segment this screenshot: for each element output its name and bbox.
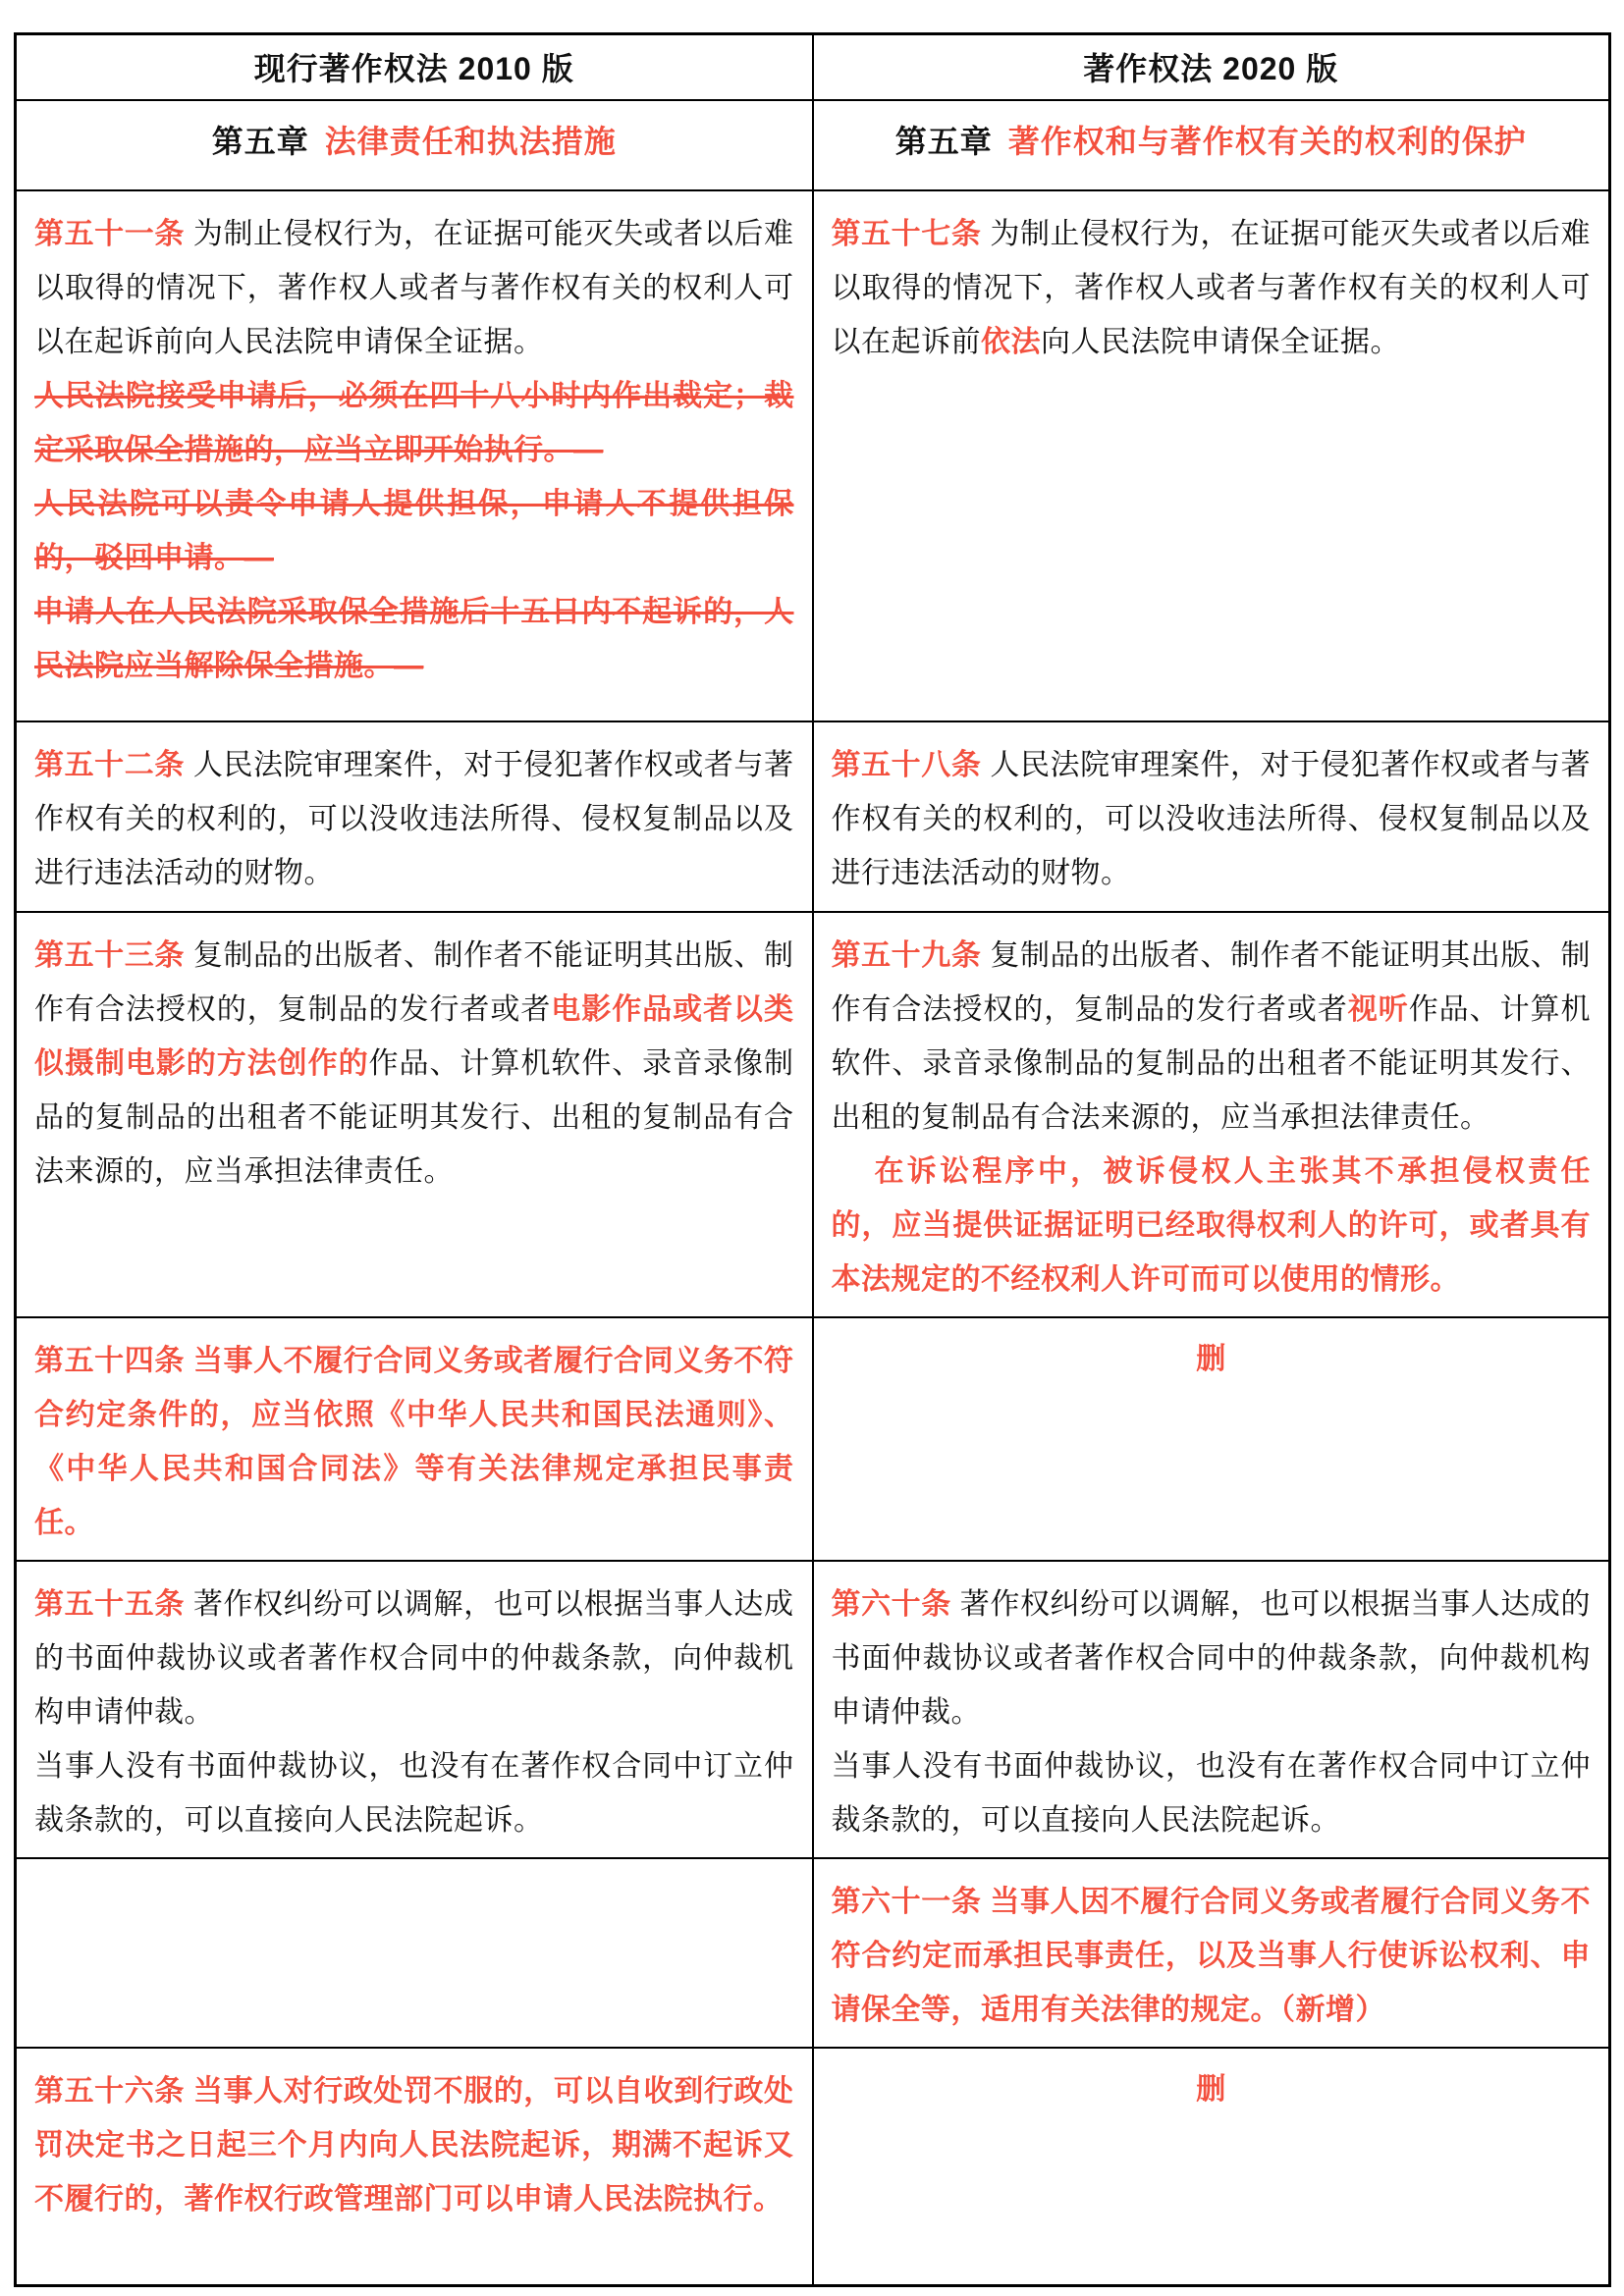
article-row-4 — [16, 1317, 1610, 1561]
deleted-marker: 删 — [1196, 2072, 1226, 2106]
changed-text: 第五十一条 — [34, 217, 185, 250]
comparison-body — [16, 190, 1610, 2286]
article-row-6 — [16, 1858, 1610, 2048]
changed-text: 依法 — [981, 325, 1041, 358]
article-cell-left — [16, 2048, 813, 2286]
changed-text: 第六十条 — [831, 1587, 951, 1621]
article-paragraph — [34, 1739, 794, 1847]
article-paragraph — [34, 1577, 794, 1739]
article-row-5 — [16, 1561, 1610, 1858]
article-cell-right — [813, 190, 1610, 721]
article-paragraph — [832, 1577, 1592, 1739]
article-text: 著作权纠纷可以调解，也可以根据当事人达成的书面仲裁协议或者著作权合同中的仲裁条款，向仲裁机构申请仲裁。 — [34, 1587, 794, 1729]
chapter-title: 著作权和与著作权有关的权利的保护 — [1007, 123, 1527, 159]
article-row-7 — [16, 2048, 1610, 2286]
article-cell-left — [16, 190, 813, 721]
article-cell-right — [813, 1561, 1610, 1858]
article-text: 作品、计算机软件、录音录像制品的复制品的出租者不能证明其发行、出租的复制品有合法来源的，应当承担法律责任。 — [831, 992, 1592, 1134]
chapter-row — [16, 100, 1610, 190]
article-paragraph — [832, 929, 1592, 1145]
article-cell-left — [16, 1561, 813, 1858]
changed-text: 第五十四条 当事人不履行合同义务或者履行合同义务不符合约定条件的，应当依照《中华人民共和国民法通则》、《中华人民共和国合同法》等有关法律规定承担民事责任。 — [34, 1344, 794, 1539]
article-cell-left — [16, 1858, 813, 2048]
changed-text: 视听 — [1347, 992, 1409, 1026]
changed-text: 在诉讼程序中，被诉侵权人主张其不承担侵权责任的，应当提供证据证明已经取得权利人的许可，或者具有本法规定的不经权利人许可而可以使用的情形。 — [831, 1154, 1591, 1296]
article-text: 当事人没有书面仲裁协议，也没有在著作权合同中订立仲裁条款的，可以直接向人民法院起诉。 — [831, 1749, 1591, 1837]
article-paragraph — [832, 207, 1592, 369]
article-paragraph — [34, 2064, 794, 2226]
article-text: 当事人没有书面仲裁协议，也没有在著作权合同中订立仲裁条款的，可以直接向人民法院起诉。 — [34, 1749, 794, 1837]
changed-text: 第五十九条 — [831, 938, 982, 972]
chapter-cell-left — [16, 100, 813, 190]
changed-text: 人民法院可以责令申请人提供担保，申请人不提供担保的，驳回申请。 — — [34, 488, 794, 574]
article-cell-left — [16, 912, 813, 1317]
changed-text: 第五十八条 — [831, 748, 982, 781]
changed-text: 人民法院接受申请后，必须在四十八小时内作出裁定；裁定采取保全措施的，应当立即开始执行。 — — [34, 380, 794, 466]
article-paragraph — [832, 1145, 1592, 1307]
article-text: 向人民法院申请保全证据。 — [1041, 325, 1400, 358]
changed-text: 第六十一条 当事人因不履行合同义务或者履行合同义务不符合约定而承担民事责任，以及当事人行使诉讼权利、申请保全等，适用有关法律的规定。（新增） — [831, 1885, 1591, 2026]
deleted-paragraph — [34, 585, 794, 693]
article-cell-right — [813, 721, 1610, 912]
chapter-title: 法律责任和执法措施 — [324, 123, 617, 159]
article-text: 为制止侵权行为，在证据可能灭失或者以后难以取得的情况下，著作权人或者与著作权有关的权利人可以在起诉前向人民法院申请保全证据。 — [34, 217, 794, 358]
article-row-2 — [16, 721, 1610, 912]
changed-text: 电影作品或者以类似摄制电影的方法创作的 — [34, 992, 794, 1080]
article-row-1 — [16, 190, 1610, 721]
changed-text: 第五十二条 — [34, 748, 185, 781]
header-row — [16, 34, 1610, 100]
deleted-paragraph — [34, 369, 794, 477]
article-text: 人民法院审理案件，对于侵犯著作权或者与著作权有关的权利的，可以没收违法所得、侵权复制品以及进行违法活动的财物。 — [34, 748, 794, 889]
chapter-number: 第五章 — [894, 123, 993, 159]
chapter-number: 第五章 — [211, 123, 309, 159]
article-text: 复制品的出版者、制作者不能证明其出版、制作有合法授权的，复制品的发行者或者 — [831, 938, 1591, 1026]
article-text: 作品、计算机软件、录音录像制品的复制品的出租者不能证明其发行、出租的复制品有合法来源的，应当承担法律责任。 — [34, 1046, 794, 1188]
article-cell-right — [813, 2048, 1610, 2286]
article-text: 著作权纠纷可以调解，也可以根据当事人达成的书面仲裁协议或者著作权合同中的仲裁条款，向仲裁机构申请仲裁。 — [831, 1587, 1592, 1729]
article-row-3 — [16, 912, 1610, 1317]
article-cell-right — [813, 1317, 1610, 1561]
article-cell-left — [16, 721, 813, 912]
chapter-cell-right — [813, 100, 1610, 190]
article-paragraph — [832, 1739, 1592, 1847]
article-cell-right — [813, 1858, 1610, 2048]
deleted-paragraph — [34, 477, 794, 585]
article-paragraph — [34, 207, 794, 369]
deleted-marker: 删 — [1196, 1342, 1226, 1375]
article-paragraph — [34, 738, 794, 900]
changed-text: 申请人在人民法院采取保全措施后十五日内不起诉的，人民法院应当解除保全措施。 — — [34, 596, 794, 682]
changed-text: 第五十七条 — [831, 217, 982, 250]
article-cell-left — [16, 1317, 813, 1561]
changed-text: 第五十五条 — [34, 1587, 185, 1621]
article-paragraph — [34, 1334, 794, 1550]
article-text: 复制品的出版者、制作者不能证明其出版、制作有合法授权的，复制品的发行者或者 — [34, 938, 794, 1026]
article-text: 为制止侵权行为，在证据可能灭失或者以后难以取得的情况下，著作权人或者与著作权有关的权利人可以在起诉前 — [831, 217, 1591, 358]
column-header-2010: 现行著作权法 2010 版 — [16, 34, 813, 100]
changed-text: 第五十三条 — [34, 938, 185, 972]
article-paragraph — [832, 1875, 1592, 2037]
article-paragraph — [832, 738, 1592, 900]
article-paragraph — [34, 929, 794, 1199]
article-text: 人民法院审理案件，对于侵犯著作权或者与著作权有关的权利的，可以没收违法所得、侵权复制品以及进行违法活动的财物。 — [831, 748, 1591, 889]
comparison-table — [14, 32, 1611, 2287]
column-header-2020: 著作权法 2020 版 — [813, 34, 1610, 100]
changed-text: 第五十六条 当事人对行政处罚不服的，可以自收到行政处罚决定书之日起三个月内向人民法院起诉，期满不起诉又不履行的，著作权行政管理部门可以申请人民法院执行。 — [34, 2074, 794, 2216]
article-cell-right — [813, 912, 1610, 1317]
